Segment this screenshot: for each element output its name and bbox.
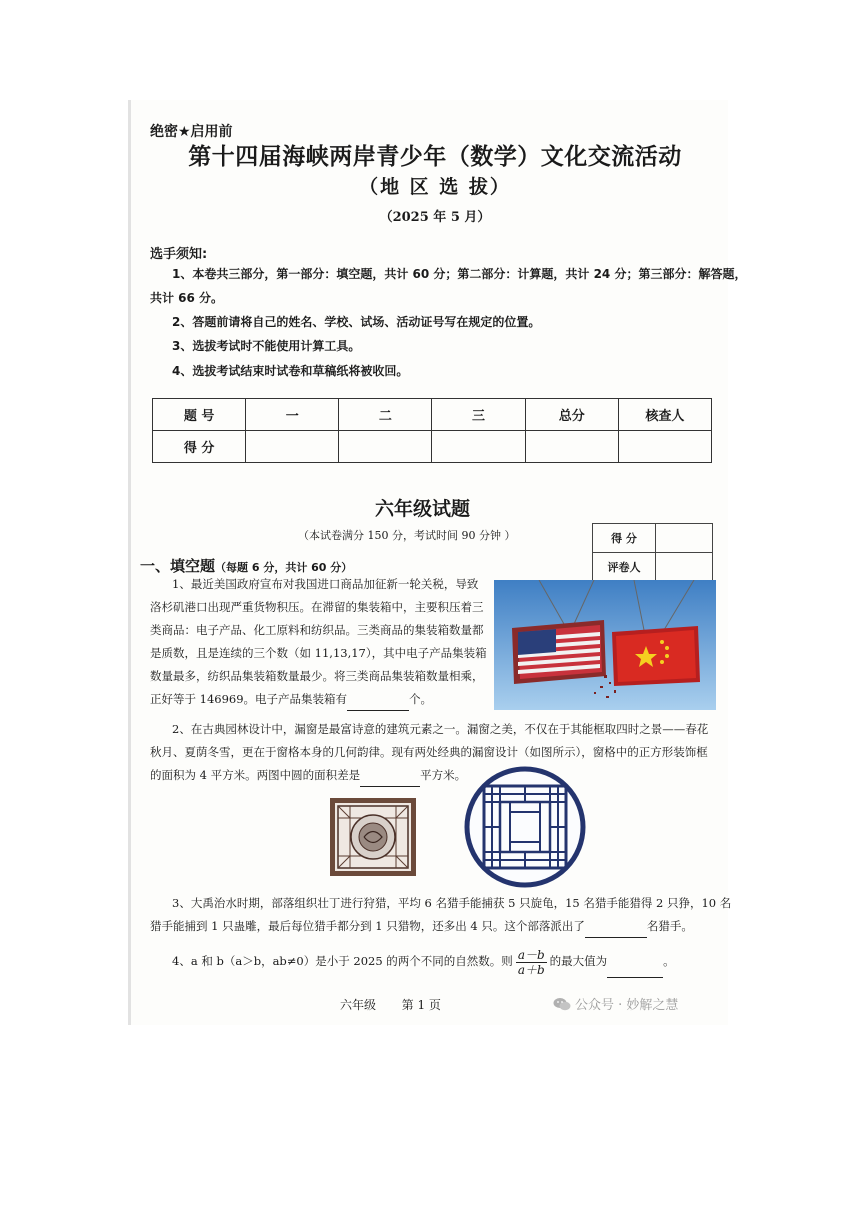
- score-table: [152, 398, 712, 463]
- score-input-cell[interactable]: [618, 431, 711, 463]
- lattice-window-square-icon: [330, 798, 416, 876]
- score-input-cell[interactable]: [525, 431, 618, 463]
- q3-answer-blank[interactable]: [585, 921, 647, 938]
- wechat-icon: [553, 997, 571, 1011]
- grader-input-cell[interactable]: [656, 524, 713, 553]
- score-input-cell[interactable]: [339, 431, 432, 463]
- q1-line: 1、最近美国政府宣布对我国进口商品加征新一轮关税，导致: [172, 577, 479, 591]
- q1-line: 类商品：电子产品、化工原料和纺织品。三类商品的集装箱数量都: [150, 623, 484, 637]
- exam-info: （本试卷满分 150 分，考试时间 90 分钟 ）: [298, 529, 516, 542]
- q1-line: 数量最多，纺织品集装箱数量最少。将三类商品集装箱数量相乘，: [150, 669, 484, 683]
- fraction: $\frac{a-b}{a+b}$: [517, 947, 545, 977]
- lattice-window-round-icon: [464, 766, 586, 888]
- page-edge: [128, 100, 131, 1025]
- score-table-header-row: [153, 399, 712, 431]
- section-title: 一、填空题: [140, 557, 216, 575]
- score-cell: 核查人: [618, 399, 711, 431]
- q1-last-line: 正好等于 146969。电子产品集装箱有 个。: [150, 688, 432, 711]
- q3-last-line: 猎手能捕到 1 只蛊雕，最后每位猎手都分到 1 只猎物，还多出 4 只。这个部落派出了 名猎手。: [150, 915, 693, 938]
- q1-answer-blank[interactable]: [347, 694, 409, 711]
- score-cell: 题 号: [153, 399, 246, 431]
- grader-label: 评卷人: [593, 553, 656, 582]
- watermark: [553, 994, 678, 1013]
- q2-last-line: 的面积为 4 平方米。两图中圆的面积差是 平方米。: [150, 764, 466, 787]
- q1-line: 是质数，且是连续的三个数（如 11,13,17），其中电子产品集装箱: [150, 646, 487, 660]
- q2-answer-blank[interactable]: [360, 770, 420, 787]
- notice-item-2: 2、答题前请将自己的姓名、学校、试场、活动证号写在规定的位置。: [172, 315, 541, 329]
- footer-grade: 六年级: [340, 998, 377, 1012]
- secret-label: 绝密★启用前: [150, 124, 233, 140]
- score-table-score-row: [153, 431, 712, 463]
- page-subtitle: （地 区 选 拔）: [359, 176, 511, 198]
- grade-title: 六年级试题: [374, 498, 470, 520]
- notice-item-1-cont: 共计 66 分。: [150, 291, 224, 305]
- score-cell: 二: [339, 399, 432, 431]
- exam-date: （2025 年 5 月）: [379, 210, 491, 225]
- section-points: （每题 6 分，共计 60 分）: [215, 561, 353, 574]
- grader-table: [592, 523, 713, 582]
- score-cell: 总分: [525, 399, 618, 431]
- score-input-cell[interactable]: [432, 431, 525, 463]
- q4-line: 4、a 和 b（a＞b，ab≠0）是小于 2025 的两个不同的自然数。则 $\frac{a-b}{a+b}$ 的最大值为 。: [172, 947, 675, 977]
- score-cell: 一: [246, 399, 339, 431]
- page-footer: [340, 996, 441, 1013]
- tariff-containers-image: [494, 580, 716, 710]
- notice-item-3: 3、选拔考试时不能使用计算工具。: [172, 339, 361, 353]
- page-title: 第十四届海峡两岸青少年（数学）文化交流活动: [188, 143, 682, 170]
- score-cell: 三: [432, 399, 525, 431]
- notice-heading: 选手须知:: [150, 247, 208, 262]
- footer-page-number: 第 1 页: [401, 998, 441, 1012]
- notice-item-1: 1、本卷共三部分，第一部分：填空题，共计 60 分；第二部分：计算题，共计 24 分；第三部分：解答题，: [172, 267, 747, 281]
- us-flag-container: [512, 620, 606, 684]
- score-cell: 得 分: [153, 431, 246, 463]
- q2-line: 秋月、夏荫冬雪，更在于窗格本身的几何韵律。现有两处经典的漏窗设计（如图所示），窗格中的正方形装饰框: [150, 745, 708, 759]
- watermark-text: 公众号 · 妙解之慧: [575, 998, 679, 1013]
- q1-line: 洛杉矶港口出现严重货物积压。在滞留的集装箱中，主要积压着三: [150, 600, 484, 614]
- q4-answer-blank[interactable]: [607, 961, 663, 978]
- score-input-cell[interactable]: [246, 431, 339, 463]
- q3-line: 3、大禹治水时期，部落组织壮丁进行狩猎，平均 6 名猎手能捕获 5 只旋龟，15 名猎手能猎得 2 只狰，10 名: [172, 896, 732, 910]
- q2-line: 2、在古典园林设计中，漏窗是最富诗意的建筑元素之一。漏窗之美，不仅在于其能框取四时之景——春花: [172, 722, 709, 736]
- grader-label: 得 分: [593, 524, 656, 553]
- china-flag-container: [612, 626, 700, 686]
- grader-input-cell[interactable]: [656, 553, 713, 582]
- notice-item-4: 4、选拔考试结束时试卷和草稿纸将被收回。: [172, 364, 409, 378]
